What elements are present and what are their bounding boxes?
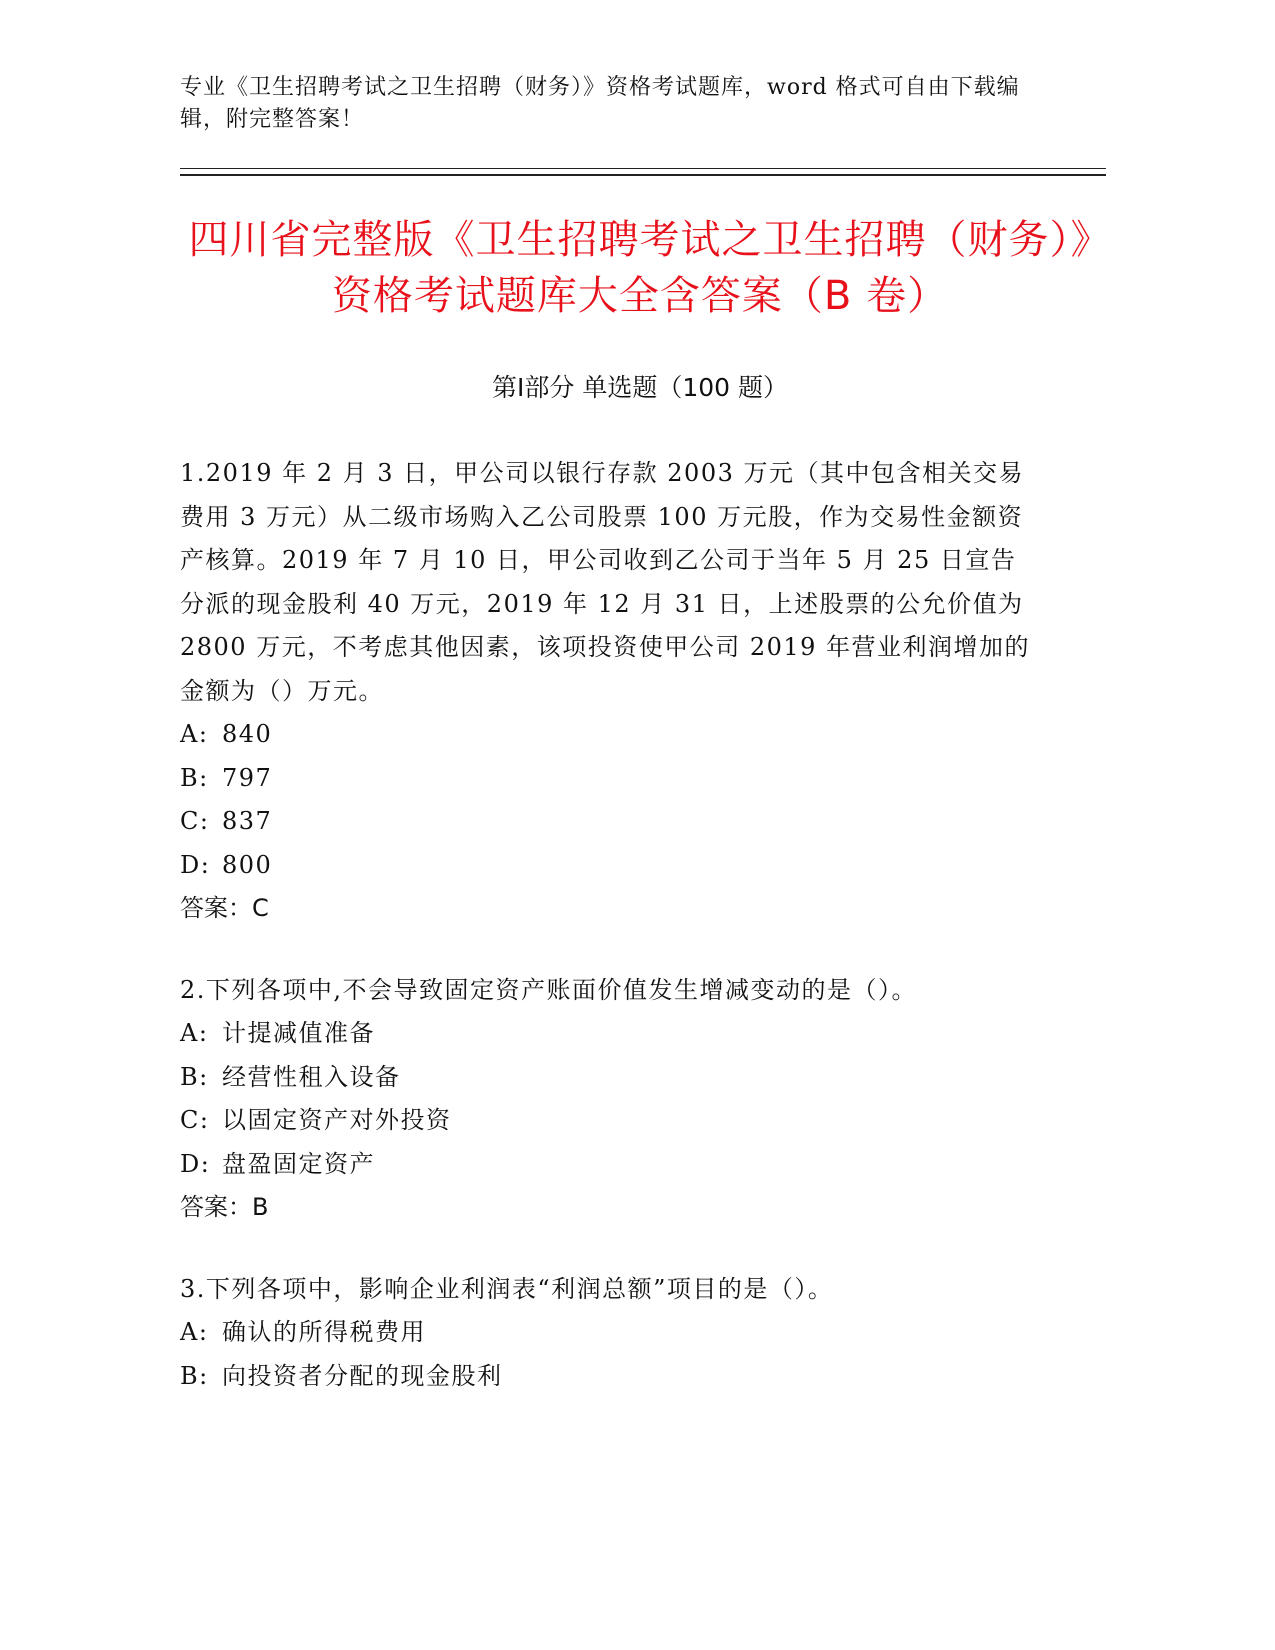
question-stem: 3.下列各项中，影响企业利润表“利润总额”项目的是（）。 xyxy=(180,1274,834,1303)
document-title: 四川省完整版《卫生招聘考试之卫生招聘（财务）》资格考试题库大全含答案（B 卷） xyxy=(188,217,1092,319)
header-divider-thick xyxy=(180,174,1106,176)
option-text: 向投资者分配的现金股利 xyxy=(222,1361,503,1390)
option-b xyxy=(180,757,1040,801)
answer-line: 答案：B xyxy=(180,1193,269,1221)
question-list xyxy=(180,452,1040,1436)
option-text: 837 xyxy=(222,807,273,835)
option-letter: D: xyxy=(180,1149,211,1178)
option-text: 840 xyxy=(222,720,273,748)
option-d xyxy=(180,844,1040,888)
option-letter: B: xyxy=(180,1062,209,1091)
option-letter: A: xyxy=(180,720,209,748)
option-text: 797 xyxy=(222,763,273,792)
question-2 xyxy=(180,969,1040,1230)
header-note: 专业《卫生招聘考试之卫生招聘（财务）》资格考试题库，word 格式可自由下载编辑，附完整答案！ xyxy=(180,75,1020,132)
option-c xyxy=(180,800,1040,844)
option-letter: A: xyxy=(180,1019,209,1047)
option-letter: C: xyxy=(180,1106,210,1134)
option-text: 计提减值准备 xyxy=(222,1019,375,1047)
option-a xyxy=(180,1012,1040,1056)
option-c xyxy=(180,1099,1040,1143)
option-letter: B: xyxy=(180,1361,209,1390)
answer-line: 答案：C xyxy=(180,894,269,922)
option-a xyxy=(180,713,1040,757)
option-text: 800 xyxy=(222,850,273,879)
option-text: 经营性租入设备 xyxy=(222,1062,401,1091)
question-1 xyxy=(180,452,1040,931)
option-a xyxy=(180,1311,1040,1355)
option-text: 盘盈固定资产 xyxy=(222,1149,375,1178)
option-text: 以固定资产对外投资 xyxy=(222,1106,452,1134)
option-b xyxy=(180,1056,1040,1100)
option-letter: A: xyxy=(180,1318,209,1346)
option-text: 确认的所得税费用 xyxy=(222,1318,426,1346)
question-stem: 2.下列各项中,不会导致固定资产账面价值发生增减变动的是（）。 xyxy=(180,975,918,1004)
option-b xyxy=(180,1355,1040,1399)
question-3 xyxy=(180,1268,1040,1399)
option-letter: D: xyxy=(180,850,211,879)
section-heading: 第Ⅰ部分 单选题（100 题） xyxy=(492,373,788,402)
header-divider-thin xyxy=(180,168,1106,169)
option-letter: C: xyxy=(180,807,210,835)
question-stem: 1.2019 年 2 月 3 日，甲公司以银行存款 2003 万元（其中包含相关交易费用 3 万元）从二级市场购入乙公司股票 100 万元股，作为交易性金额资产核算。2019 年 7 月 10 日，甲公司收到乙公司于当年 5 月 25 日宣告分派的现金股利 40 万元，2019 年 12 月 31 日，上述股票的公允价值为 2800 万元，不考虑其他因素，该项投资使甲公司 2019 年营业利润增加的金额为（）万元。 xyxy=(180,459,1031,705)
option-letter: B: xyxy=(180,763,209,792)
option-d xyxy=(180,1143,1040,1187)
